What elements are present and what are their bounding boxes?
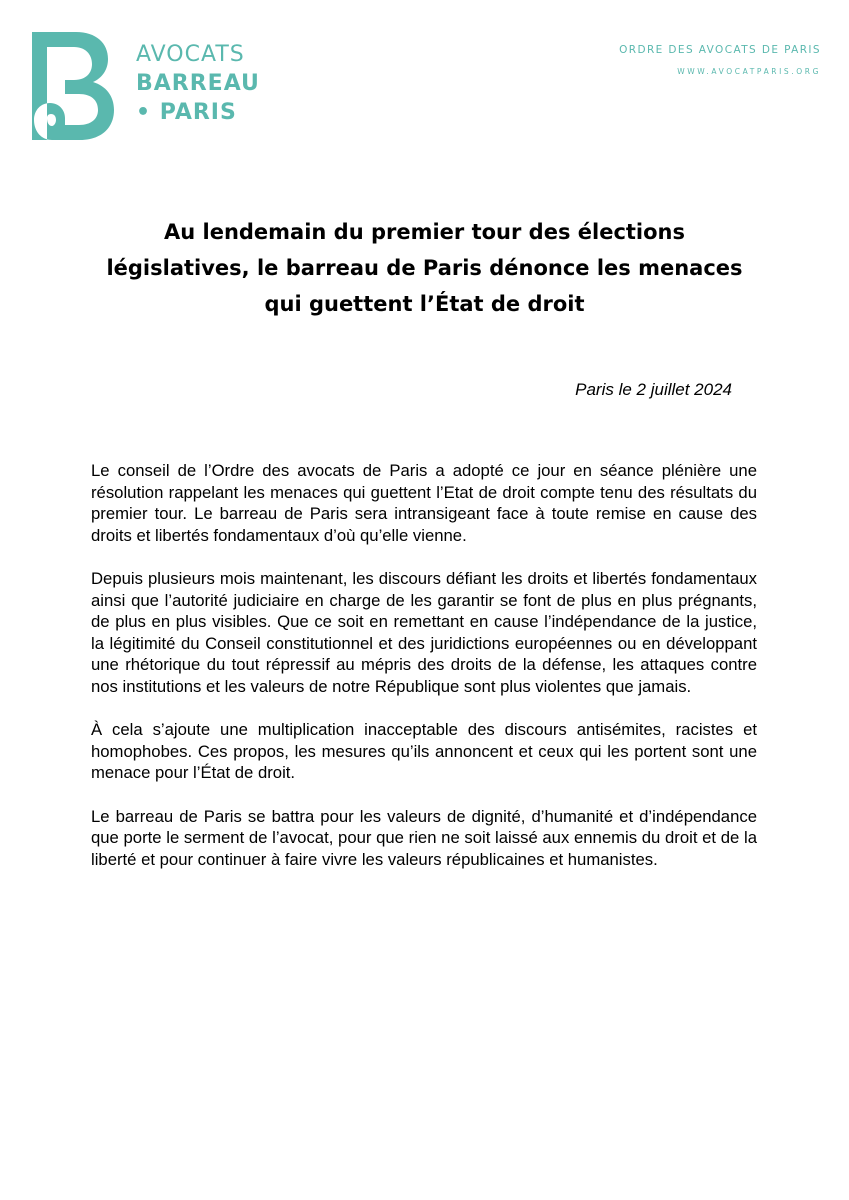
logo-line-barreau: BARREAU [136,71,260,96]
body-text [91,460,757,892]
logo-line-paris: • PARIS [136,100,237,125]
website-link[interactable]: WWW.AVOCATPARIS.ORG [677,67,821,76]
paragraph-1: Le conseil de l’Ordre des avocats de Paris a adopté ce jour en séance plénière une résolution rappelant les menaces qui guettent l’Etat de droit compte tenu des résultats du premier tour. Le barreau de Paris sera intransigeant face à toute remise en cause des droits et libertés fondamentaux d’où qu’elle vienne. [91,461,757,545]
title-line-1: Au lendemain du premier tour des élections [163,220,686,244]
page-title [60,214,789,322]
paragraph-2: Depuis plusieurs mois maintenant, les discours défiant les droits et libertés fondamentaux ainsi que l’autorité judiciaire en charge de les garantir se font de plus en plus prégnants, de plus en plus visibles. Que ce soit en remettant en cause l’indépendance de la justice, la légitimité du Conseil constitutionnel et des juridictions européennes ou en développant une rhétorique du tout répressif au mépris des droits de la défense, les attaques contre nos institutions et les valeurs de notre République sont plus violentes que jamais. [91,569,757,696]
title-line-2: législatives, le barreau de Paris dénonce les menaces [106,256,743,280]
logo-line-avocats: AVOCATS [136,42,245,67]
org-name: ORDRE DES AVOCATS DE PARIS [619,44,821,56]
title-line-3: qui guettent l’État de droit [264,292,585,316]
paragraph-4: Le barreau de Paris se battra pour les valeurs de dignité, d’humanité et d’indépendance que porte le serment de l’avocat, pour que rien ne soit laissé aux ennemis du droit et de la liberté et pour continuer à faire vivre les valeurs républicaines et humanistes. [91,806,757,869]
b-monogram-icon [32,32,114,140]
dateline: Paris le 2 juillet 2024 [575,380,732,399]
org-header [619,43,821,76]
paragraph-3: À cela s’ajoute une multiplication inacceptable des discours antisémites, racistes et homophobes. Ces propos, les mesures qu’ils annoncent et ceux qui les portent sont une menace pour l’État de droit. [91,720,757,782]
